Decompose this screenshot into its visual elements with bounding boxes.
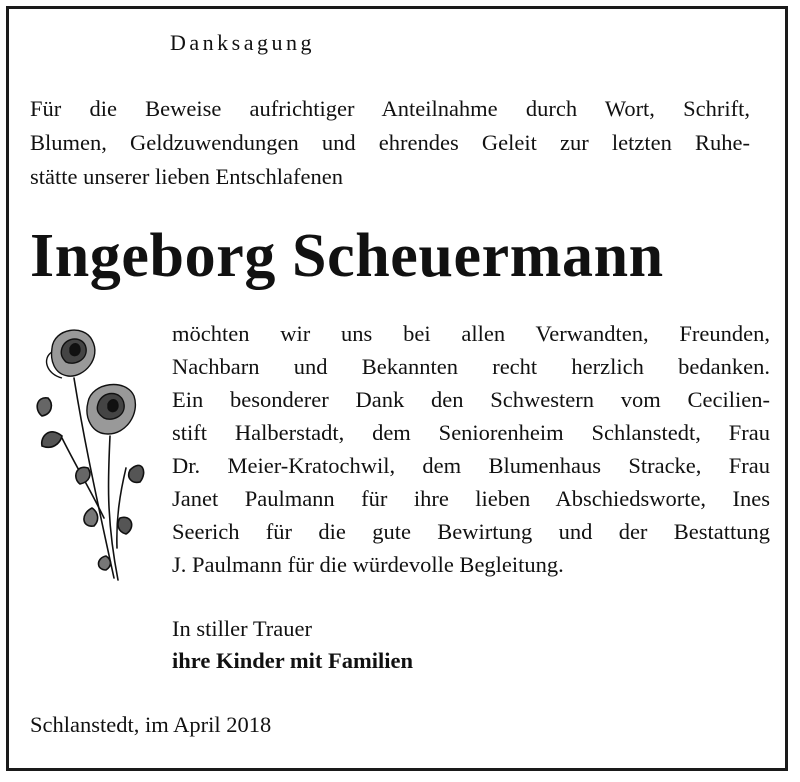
- deceased-name: Ingeborg Scheuermann: [30, 222, 664, 290]
- heading: Danksagung: [170, 30, 315, 55]
- closing-line: In stiller Trauer: [172, 616, 312, 641]
- intro-line: Für die Beweise aufrichtiger Anteilnahme durch Wort, Schrift,: [30, 96, 750, 121]
- place-date: Schlanstedt, im April 2018: [30, 712, 272, 737]
- intro-text: [30, 92, 750, 194]
- body-line: Janet Paulmann für ihre lieben Abschiedsworte, Ines: [172, 486, 770, 511]
- intro-line: Blumen, Geldzuwendungen und ehrendes Geleit zur letzten Ruhe-: [30, 130, 750, 155]
- body-line: möchten wir uns bei allen Verwandten, Freunden,: [172, 321, 770, 346]
- body-line: Ein besonderer Dank den Schwestern vom Cecilien-: [172, 387, 770, 412]
- body-line: Seerich für die gute Bewirtung und der Bestattung: [172, 519, 770, 544]
- roses-illustration: [22, 318, 152, 588]
- intro-line: stätte unserer lieben Entschlafenen: [30, 164, 343, 189]
- body-text: [172, 317, 770, 581]
- body-line: Nachbarn und Bekannten recht herzlich bedanken.: [172, 354, 770, 379]
- body-line: J. Paulmann für die würdevolle Begleitung.: [172, 552, 564, 577]
- signature: ihre Kinder mit Familien: [172, 648, 414, 673]
- body-line: Dr. Meier-Kratochwil, dem Blumenhaus Stracke, Frau: [172, 453, 770, 478]
- body-line: stift Halberstadt, dem Seniorenheim Schlanstedt, Frau: [172, 420, 770, 445]
